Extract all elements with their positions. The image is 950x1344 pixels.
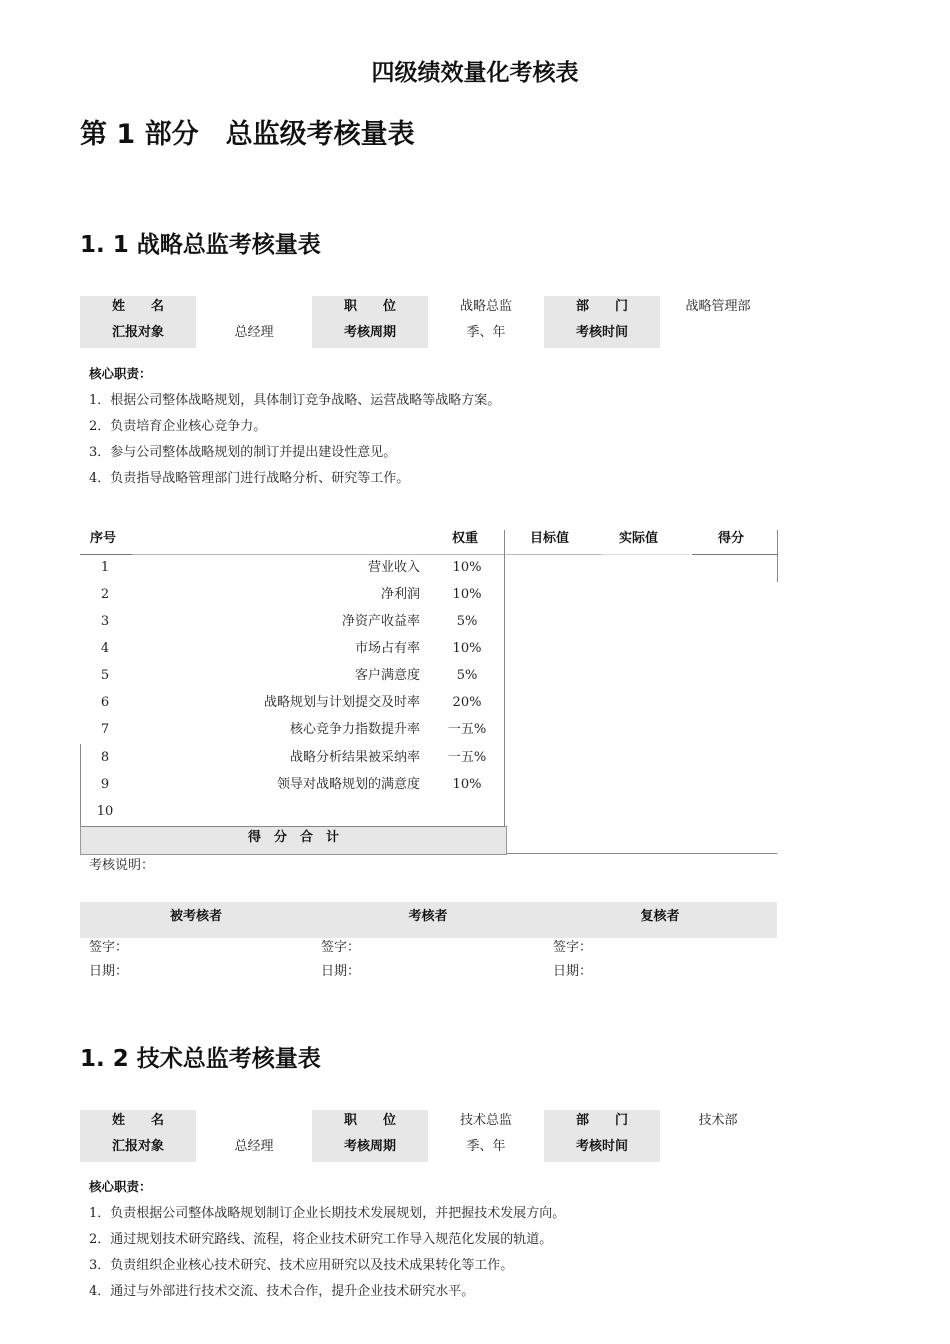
assessment-note: 考核说明： [89, 858, 155, 873]
sign-label: 签字： [89, 940, 129, 955]
header-no: 序号 [90, 531, 117, 546]
duties-heading: 核心职责： [89, 366, 152, 381]
table-row: 7 核心竞争力指数提升率 一五% [100, 722, 487, 737]
sign-label: 签字： [321, 940, 361, 955]
duties-tech [89, 1177, 565, 1305]
header-actual: 实际值 [619, 531, 659, 546]
label-period: 考核周期 [312, 322, 428, 348]
duty-item: 2．通过规划技术研究路线、流程，将企业技术研究工作导入规范化发展的轨道。 [89, 1232, 553, 1247]
sign-label: 签字： [553, 940, 593, 955]
table-row: 2 净利润 10% [100, 587, 482, 602]
header-assessor: 考核者 [408, 909, 448, 924]
duty-item: 1．负责根据公司整体战略规划制订企业长期技术发展规划，并把握技术发展方向。 [89, 1206, 566, 1221]
total-score-row: 得 分 合 计 [80, 826, 507, 855]
table-row: 8 战略分析结果被采纳率 一五% [100, 750, 487, 765]
label-name: 姓 名 [80, 296, 196, 322]
section-title-tech: 1. 2 技术总监考核量表 [80, 1046, 321, 1072]
document-title: 四级绩效量化考核表 [371, 60, 579, 86]
value-name [196, 1110, 312, 1136]
label-dept: 部 门 [544, 1110, 660, 1136]
duty-item: 4．通过与外部进行技术交流、技术合作，提升企业技术研究水平。 [89, 1284, 475, 1299]
duties-strategy [89, 364, 500, 492]
label-name: 姓 名 [80, 1110, 196, 1136]
value-dept: 战略管理部 [685, 299, 751, 314]
duty-item: 1．根据公司整体战略规划，具体制订竞争战略、运营战略等战略方案。 [89, 393, 501, 408]
info-grid-strategy [80, 296, 777, 348]
date-label: 日期： [553, 964, 593, 979]
label-position: 职 位 [312, 1110, 428, 1136]
value-name [196, 296, 312, 322]
table-row: 1 营业收入 10% [100, 560, 482, 575]
value-dept: 技术部 [698, 1113, 738, 1128]
label-time: 考核时间 [544, 1136, 660, 1162]
part-title: 第 1 部分 总监级考核量表 [80, 119, 415, 150]
label-dept: 部 门 [544, 296, 660, 322]
kpi-table-header [80, 530, 777, 556]
assessee-sign [89, 936, 128, 984]
label-report-to: 汇报对象 [80, 322, 196, 348]
duty-item: 2．负责培育企业核心竞争力。 [89, 419, 267, 434]
table-row: 9 领导对战略规划的满意度 10% [100, 777, 482, 792]
value-position: 技术总监 [459, 1113, 512, 1128]
section-title-strategy: 1. 1 战略总监考核量表 [80, 232, 321, 258]
label-position: 职 位 [312, 296, 428, 322]
header-score: 得分 [718, 531, 745, 546]
value-time [660, 322, 776, 348]
duties-heading: 核心职责： [89, 1179, 152, 1194]
info-grid-tech [80, 1110, 777, 1162]
label-time: 考核时间 [544, 322, 660, 348]
header-assessee: 被考核者 [169, 909, 222, 924]
date-label: 日期： [89, 964, 129, 979]
value-period: 季、年 [466, 1139, 506, 1154]
signature-header [80, 902, 777, 938]
label-period: 考核周期 [312, 1136, 428, 1162]
duty-item: 3．参与公司整体战略规划的制订并提出建设性意见。 [89, 445, 397, 460]
value-period: 季、年 [466, 325, 506, 340]
duty-item: 3．负责组织企业核心技术研究、技术应用研究以及技术成果转化等工作。 [89, 1258, 514, 1273]
value-position: 战略总监 [459, 299, 512, 314]
value-report-to: 总经理 [234, 1139, 274, 1154]
table-row: 10 [96, 804, 114, 819]
table-row: 3 净资产收益率 5% [100, 614, 478, 629]
header-reviewer: 复核者 [640, 909, 680, 924]
table-row: 5 客户满意度 5% [100, 668, 478, 683]
assessor-sign [321, 936, 360, 984]
header-weight: 权重 [452, 531, 479, 546]
value-report-to: 总经理 [234, 325, 274, 340]
header-target: 目标值 [530, 531, 570, 546]
duty-item: 4．负责指导战略管理部门进行战略分析、研究等工作。 [89, 471, 410, 486]
label-report-to: 汇报对象 [80, 1136, 196, 1162]
value-time [660, 1136, 776, 1162]
table-row: 4 市场占有率 10% [100, 641, 482, 656]
table-row: 6 战略规划与计划提交及时率 20% [100, 695, 482, 710]
date-label: 日期： [321, 964, 361, 979]
reviewer-sign [553, 936, 592, 984]
